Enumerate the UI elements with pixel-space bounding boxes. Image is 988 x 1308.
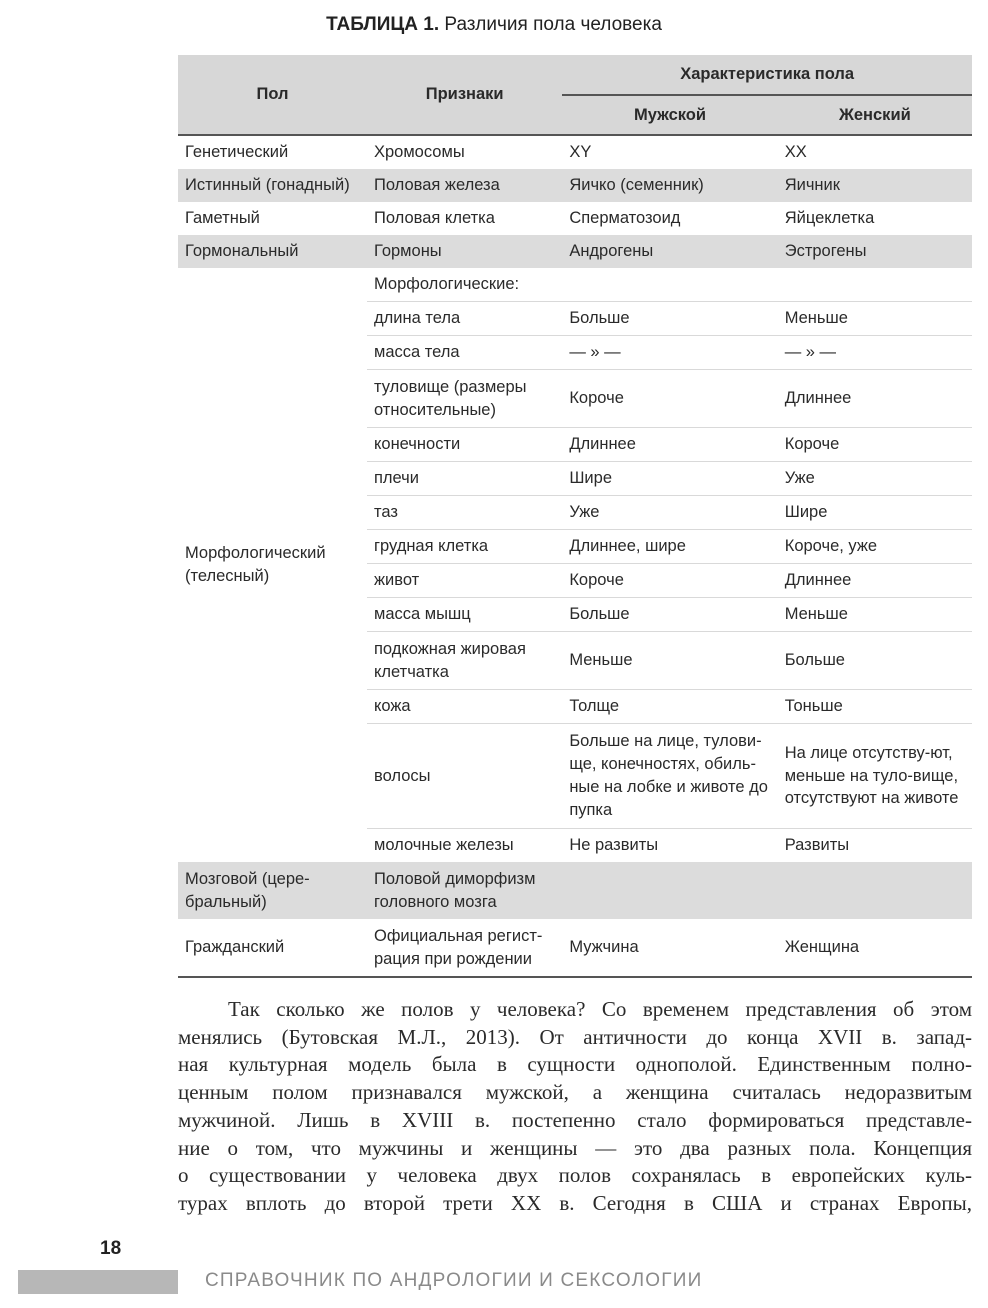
cell-sex: Истинный (гонадный)	[178, 169, 367, 202]
table-row	[178, 235, 972, 268]
book-title: СПРАВОЧНИК ПО АНДРОЛОГИИ И СЕКСОЛОГИИ	[205, 1270, 703, 1291]
cell-female: Меньше	[778, 598, 972, 632]
cell-sign: Официальная регист-рация при рождении	[367, 919, 562, 977]
cell-sign: туловище (размеры относительные)	[367, 370, 562, 428]
cell-female: Тоньше	[778, 690, 972, 724]
cell-male: Яичко (семенник)	[562, 169, 777, 202]
cell-female: На лице отсутству-ют, меньше на туло-вище, отсутствуют на животе	[778, 724, 972, 829]
cell-sign: Половой диморфизм головного мозга	[367, 862, 562, 919]
cell-sign: масса мышц	[367, 598, 562, 632]
cell-male: Андрогены	[562, 235, 777, 268]
table-row	[178, 135, 972, 169]
cell-sex: Гормональный	[178, 235, 367, 268]
table-row	[178, 919, 972, 977]
body-paragraph	[178, 996, 972, 1218]
table-caption	[0, 14, 988, 36]
cell-male: Длиннее	[562, 428, 777, 462]
cell-sign: молочные железы	[373, 836, 514, 855]
cell-female: Длиннее	[778, 370, 972, 428]
footer-bar	[18, 1270, 178, 1294]
table-row	[178, 862, 972, 919]
caption-label: ТАБЛИЦА 1.	[326, 14, 440, 35]
cell-male: Короче	[562, 370, 777, 428]
cell-female: Короче	[778, 428, 972, 462]
cell-sign: Гормоны	[367, 235, 562, 268]
cell-female: Яичник	[778, 169, 972, 202]
cell-female: Яйцеклетка	[784, 209, 875, 228]
body-line: Так сколько же полов у человека? Со временем представления об этом	[228, 997, 972, 1021]
cell-male: Мужчина	[562, 919, 777, 977]
cell-male: Короче	[562, 564, 777, 598]
cell-male: XY	[569, 143, 592, 162]
cell-sign: подкожная жировая клетчатка	[367, 632, 562, 690]
table-row	[178, 169, 972, 202]
cell-female: Шире	[778, 496, 972, 530]
cell-sign: волосы	[367, 724, 562, 829]
cell-sex: Генетический	[185, 143, 289, 162]
table-row	[178, 268, 972, 302]
body-line: мужчиной. Лишь в XVIII в. постепенно стало формироваться представле-	[178, 1107, 972, 1132]
cell-sign: кожа	[367, 690, 562, 724]
header-characteristic: Характеристика пола	[562, 55, 972, 95]
cell-female: Уже	[778, 462, 972, 496]
cell-female	[778, 268, 972, 302]
cell-female: Меньше	[778, 302, 972, 336]
cell-sign: конечности	[367, 428, 562, 462]
cell-male: Сперматозоид	[569, 209, 681, 228]
sex-differences-table	[178, 55, 972, 978]
header-signs: Признаки	[367, 55, 562, 135]
cell-male: Больше	[562, 302, 777, 336]
cell-sign: плечи	[367, 462, 562, 496]
cell-male: — » —	[562, 336, 777, 370]
cell-sign: Половая железа	[367, 169, 562, 202]
body-line: менялись (Бутовская М.Л., 2013). От античности до конца XVII в. запад-	[178, 1024, 972, 1049]
cell-sex: Гражданский	[178, 919, 367, 977]
cell-female: Больше	[778, 632, 972, 690]
header-sex: Пол	[178, 55, 367, 135]
cell-female: — » —	[778, 336, 972, 370]
body-line: турах вплоть до второй трети XX в. Сегодня в США и странах Европы,	[178, 1190, 972, 1215]
cell-female: Длиннее	[778, 564, 972, 598]
cell-sign: Хромосомы	[373, 143, 465, 162]
cell-male: Меньше	[562, 632, 777, 690]
page-number: 18	[100, 1238, 122, 1259]
cell-female	[778, 862, 972, 919]
body-line: о существовании у человека двух полов сохранялась в европейских куль-	[178, 1163, 972, 1188]
cell-female: XX	[784, 143, 807, 162]
cell-male: Не развиты	[569, 836, 659, 855]
cell-sex-morphological: Морфологический (телесный)	[185, 544, 326, 585]
cell-male	[562, 862, 777, 919]
cell-male: Больше на лице, тулови-ще, конечностях, обиль-ные на лобке и животе до пупка	[562, 724, 777, 829]
caption-title: Различия пола человека	[444, 14, 662, 35]
cell-female: Развиты	[784, 836, 850, 855]
cell-male: Уже	[562, 496, 777, 530]
cell-male: Больше	[562, 598, 777, 632]
cell-male: Толще	[562, 690, 777, 724]
cell-female: Короче, уже	[778, 530, 972, 564]
cell-sex: Мозговой (цере-бральный)	[178, 862, 367, 919]
body-line: ние о том, что мужчины и женщины — это два разных пола. Концепция	[178, 1135, 972, 1160]
header-female: Женский	[778, 95, 972, 135]
header-male: Мужской	[562, 95, 777, 135]
cell-sign: грудная клетка	[367, 530, 562, 564]
cell-sign: длина тела	[367, 302, 562, 336]
table-row	[178, 202, 972, 235]
cell-sign: Морфологические:	[367, 268, 562, 302]
cell-female: Эстрогены	[778, 235, 972, 268]
cell-male: Шире	[562, 462, 777, 496]
cell-sex: Гаметный	[185, 209, 260, 228]
body-line: ценным полом признавался мужской, а женщина считалась недоразвитым	[178, 1080, 972, 1105]
cell-male	[562, 268, 777, 302]
cell-sign: Половая клетка	[373, 209, 495, 228]
cell-sign: масса тела	[367, 336, 562, 370]
cell-female: Женщина	[778, 919, 972, 977]
cell-male: Длиннее, шире	[562, 530, 777, 564]
cell-sign: живот	[367, 564, 562, 598]
cell-sign: таз	[367, 496, 562, 530]
body-line: ная культурная модель была в сущности однополой. Единственным полно-	[178, 1052, 972, 1077]
